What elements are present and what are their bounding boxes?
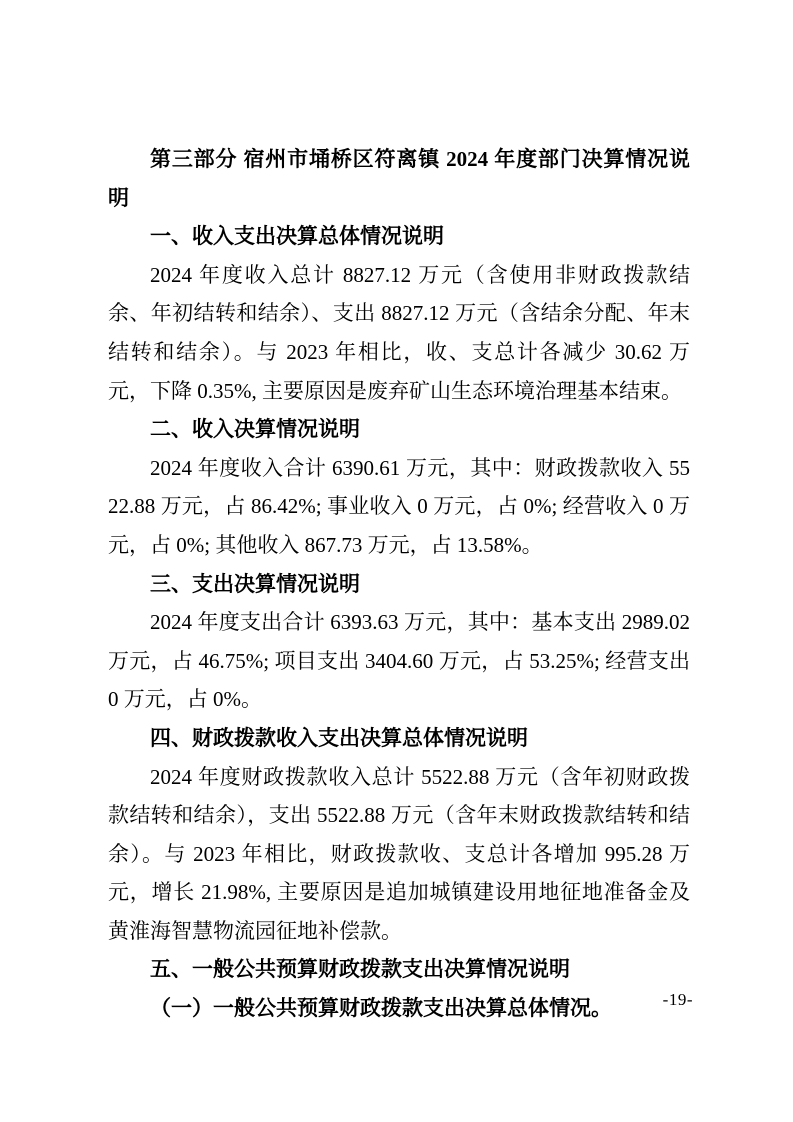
section-heading: 五、一般公共预算财政拨款支出决算情况说明 [150,957,570,982]
page-number: -19- [662,990,693,1009]
section-heading: 三、支出决算情况说明 [150,571,360,596]
body-paragraph: 2024 年度收入合计 6390.61 万元，其中：财政拨款收入 5522.88 万元，占 86.42%; 事业收入 0 万元，占 0%; 经营收入 0 万元，占 0%; 其他收入 867.73 万元，占 13.58%。 [108,455,690,557]
section-heading: 四、财政拨款收入支出决算总体情况说明 [150,725,528,750]
section-heading: 二、收入决算情况说明 [150,417,360,442]
document-body [108,217,690,1027]
subsection-heading: （一）一般公共预算财政拨款支出决算总体情况。 [150,996,612,1021]
body-paragraph: 2024 年度财政拨款收入总计 5522.88 万元（含年初财政拨款结转和结余），支出 5522.88 万元（含年末财政拨款结转和结余）。与 2023 年相比，财政拨款收、支总计各增加 995.28 万元，增长 21.98%, 主要原因是追加城镇建设用地征地准备金及黄淮海智慧物流园征地补偿款。 [108,764,690,943]
body-paragraph: 2024 年度支出合计 6393.63 万元，其中：基本支出 2989.02 万元，占 46.75%; 项目支出 3404.60 万元，占 53.25%; 经营支出 0 万元，占 0%。 [108,610,690,712]
section-heading: 一、收入支出决算总体情况说明 [150,224,444,249]
body-paragraph: 2024 年度收入总计 8827.12 万元（含使用非财政拨款结余、年初结转和结余）、支出 8827.12 万元（含结余分配、年末结转和结余）。与 2023 年相比，收、支总计各减少 30.62 万元，下降 0.35%, 主要原因是废弃矿山生态环境治理基本结束。 [108,262,690,403]
document-content [108,140,690,1028]
document-title: 第三部分 宿州市埇桥区符离镇 2024 年度部门决算情况说明 [108,147,690,210]
